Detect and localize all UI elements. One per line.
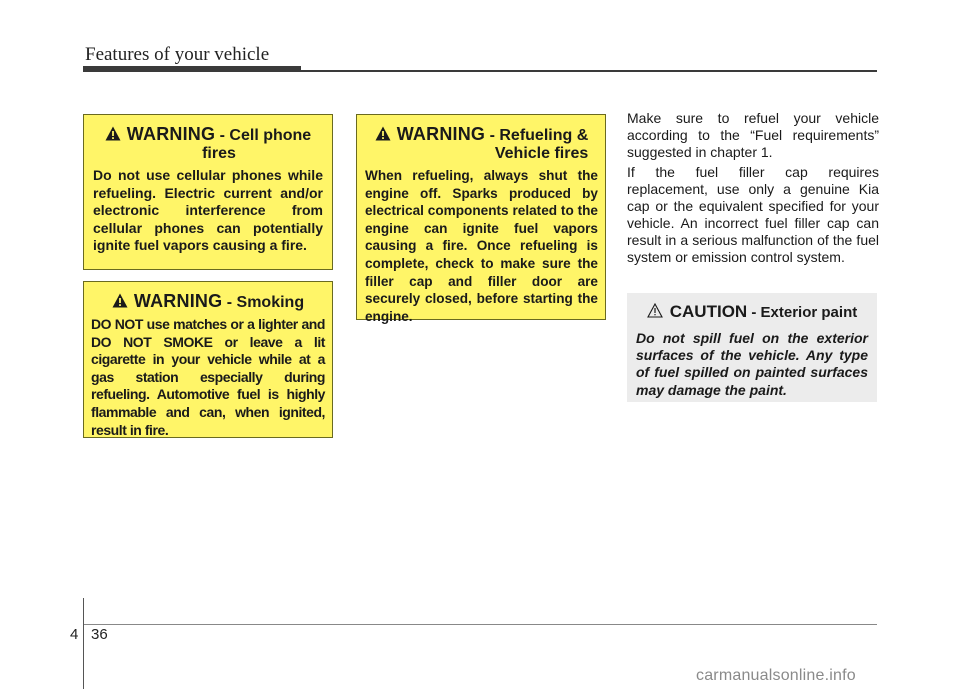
- warning-refueling-box: [356, 114, 606, 324]
- header-bar: [83, 66, 301, 72]
- page-number: 36: [91, 626, 108, 643]
- warning-triangle-icon: [112, 293, 128, 308]
- warning-topic-line2: Vehicle fires: [494, 145, 589, 162]
- footer-rule: [83, 624, 877, 625]
- refuel-paragraph: Make sure to refuel your vehicle according to the “Fuel requirements” suggested in chapter 1.: [627, 110, 879, 160]
- filler-cap-paragraph: If the fuel filler cap requires replacement, use only a genuine Kia cap or the equivalent specified for your vehicle. An incorrect fuel filler cap can result in a serious malfunction of the fuel system or emission control system.: [627, 164, 879, 265]
- caution-triangle-icon: [647, 303, 663, 318]
- header-rule: [301, 70, 877, 72]
- warning-cell-phone-text: Do not use cellular phones while refueling. Electric current and/or electronic interference from cellular phones can potentially ignite fuel vapors causing a fire.: [93, 167, 323, 254]
- warning-smoking-text: DO NOT use matches or a lighter and DO NOT SMOKE or leave a lit cigarette in your vehicle while at a gas station especially during refueling. Automotive fuel is highly flammable and can, when ignited, result in fire.: [91, 316, 325, 438]
- warning-topic-line2: fires: [202, 145, 236, 162]
- caution-exterior-paint-box: [627, 293, 877, 402]
- warning-refueling-text: When refueling, always shut the engine off. Sparks produced by electrical components related to the engine can ignite fuel vapors causing a fire. Once refueling is complete, check to make sure the filler cap and filler door are securely closed, before starting the engine.: [365, 168, 598, 324]
- warning-triangle-icon: [105, 126, 121, 141]
- header-title: Features of your vehicle: [85, 44, 270, 65]
- warning-smoking-box: [83, 281, 333, 438]
- warning-topic: - Smoking: [222, 294, 305, 311]
- watermark-text: carmanualsonline.info: [696, 667, 856, 684]
- footer-divider: [83, 598, 84, 689]
- caution-word: CAUTION: [669, 302, 748, 321]
- warning-refueling-heading: [365, 124, 598, 163]
- caution-topic: - Exterior paint: [747, 304, 858, 321]
- chapter-number: 4: [70, 626, 79, 643]
- warning-cell-phone-box: [83, 114, 333, 270]
- warning-word: WARNING: [396, 124, 486, 144]
- warning-triangle-icon: [375, 126, 391, 141]
- caution-heading: [636, 302, 868, 322]
- warning-topic: - Cell phone: [215, 127, 312, 144]
- warning-word: WARNING: [133, 291, 223, 311]
- warning-cell-phone-heading: [93, 124, 323, 163]
- warning-word: WARNING: [126, 124, 216, 144]
- warning-topic: - Refueling &: [485, 127, 589, 144]
- warning-smoking-heading: [91, 291, 325, 312]
- caution-text: Do not spill fuel on the exterior surfaces of the vehicle. Any type of fuel spilled on painted surfaces may damage the paint.: [636, 330, 868, 398]
